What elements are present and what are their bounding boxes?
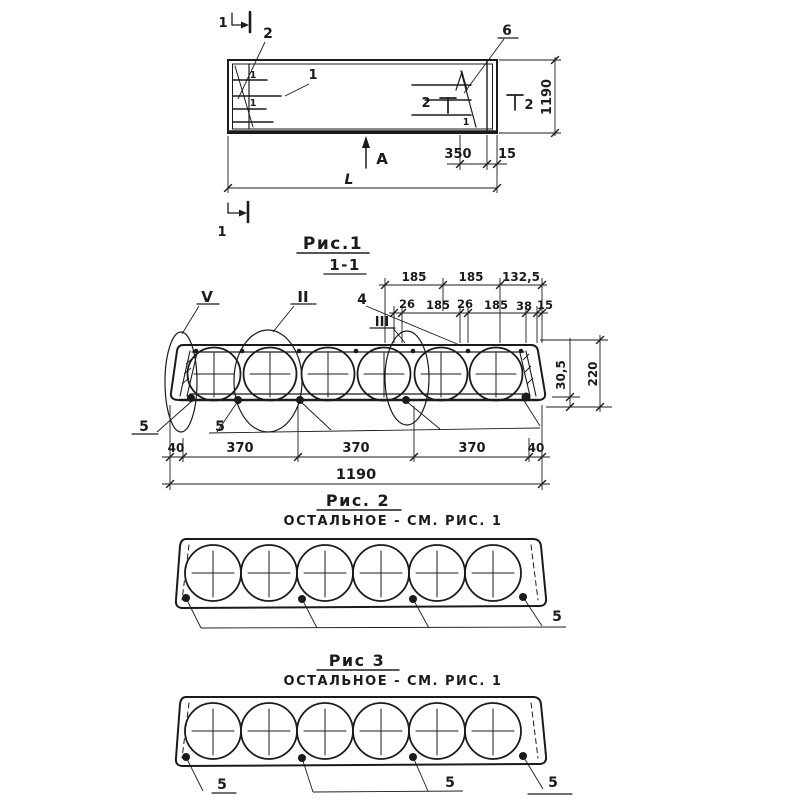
dim-ticks [225,57,559,192]
dim-total: 1190 [335,467,377,483]
dim-value: 38 [515,299,533,313]
dim-value: 370 [342,441,370,456]
dim-value: 185 [401,270,427,284]
pos-label-1: 1 [308,68,318,83]
top-rebar-dots [194,349,524,354]
leader-lines [186,597,566,628]
dim-value: 185 [483,298,509,312]
dim-value: 40 [167,441,185,455]
cut2-label: 2 [421,96,431,111]
dim-value: 185 [458,270,484,284]
bar-tag: 1 [249,98,257,109]
dim-width: 1190 [540,78,555,116]
fig2-title: Рис. 2 [325,491,391,510]
rebar-dot [519,349,524,354]
section-arrow-icon [239,210,247,217]
pos-label-5: 5 [215,419,225,435]
up-arrow-icon [362,136,370,148]
rebar-dot [297,349,302,354]
pos-label-4: 4 [357,292,367,308]
pos-label-5: 5 [139,419,149,435]
dim-value: 132,5 [502,270,540,284]
dim-length: L [344,172,354,188]
fig1-title: Рис.1 [302,234,364,254]
dim-value: 370 [226,441,254,456]
cut2-label: 2 [524,98,534,113]
dim-value: 26 [456,297,474,311]
pos-label-5: 5 [552,609,562,625]
fig1-subtitle: 1-1 [329,256,361,274]
dim-shell: 30,5 [554,360,568,390]
cut-label-bottom: 1 [217,225,227,240]
fig3-section [176,651,572,794]
view-mark-label: А [376,150,388,168]
rebar-dot [354,349,359,354]
plan-view [217,12,561,240]
dim-value: 370 [458,441,486,456]
rebar-dot [411,349,416,354]
extension-lines [540,340,612,407]
dim-value: 185 [425,298,451,312]
fig3-note: ОСТАЛЬНОЕ - СМ. РИС. 1 [283,674,503,689]
detail-label-ii: II [297,288,309,306]
fig2-section [176,491,566,628]
section-arrow-icon [241,22,249,29]
pos-label-5: 5 [548,775,558,791]
detail-label-iii: III [374,315,390,330]
rebar-dot [466,349,471,354]
pos-label-5: 5 [445,775,455,791]
cut2-mark-icon [507,95,523,110]
rebar-dot [522,393,531,402]
bar-tag: 1 [462,117,470,128]
dim-value: 15 [536,298,554,312]
dim-value: 40 [527,441,545,455]
pos-label-2: 2 [263,26,273,42]
fig1-section [132,234,612,490]
cut-label-top: 1 [218,16,228,31]
pos-label-5: 5 [217,777,227,793]
hollow-cores [188,348,523,401]
hollow-cores [185,545,521,601]
extension-lines [228,60,561,193]
fig2-note: ОСТАЛЬНОЕ - СМ. РИС. 1 [283,514,503,529]
fig3-title: Рис 3 [328,651,386,670]
dim-height: 220 [586,361,600,387]
leader-lines [186,756,543,792]
hollow-cores [185,703,521,759]
pos-label-6: 6 [502,23,512,39]
bar-tag: 1 [249,70,257,81]
rebar-bars-left [233,80,281,122]
dim-value: 26 [398,297,416,311]
dimension-lines [228,57,555,188]
dim-15: 15 [497,147,517,162]
detail-label-v: V [201,288,213,306]
dim-350: 350 [444,147,472,162]
rebar-dot [187,394,195,402]
leader-lines [238,39,504,99]
